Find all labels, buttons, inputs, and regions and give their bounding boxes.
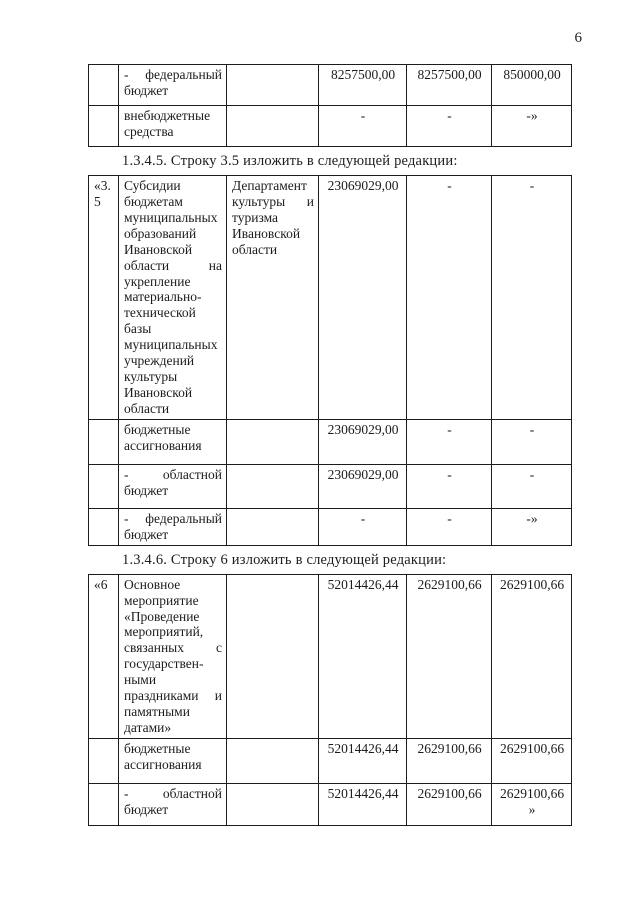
department-cell xyxy=(227,65,319,106)
amount-cell-1: - xyxy=(319,508,407,545)
amount-cell-1: 52014426,44 xyxy=(319,738,407,783)
amount-cell-3: 2629100,66» xyxy=(492,783,572,825)
table-row xyxy=(89,783,572,825)
table-row xyxy=(89,106,572,147)
table-row xyxy=(89,464,572,508)
amount-cell-1: - xyxy=(319,106,407,147)
amount-cell-3: 2629100,66 xyxy=(492,574,572,738)
amount-cell-3: - xyxy=(492,176,572,420)
row-number-cell xyxy=(89,65,119,106)
amount-cell-3: -» xyxy=(492,508,572,545)
label-cell: внебюджетные средства xyxy=(119,106,227,147)
label-cell: Субсидии бюджетам муниципальных образований Ивановской области на укрепление материально-технической базы муниципальных учреждений культуры Ивановской области xyxy=(119,176,227,420)
row-number-cell xyxy=(89,419,119,464)
department-cell xyxy=(227,738,319,783)
amount-cell-2: - xyxy=(407,464,492,508)
department-cell xyxy=(227,508,319,545)
label-cell: - федеральный бюджет xyxy=(119,65,227,106)
budget-table-row-6 xyxy=(88,574,572,826)
label-cell: Основное мероприятие «Проведение мероприятий, связанных с государствен-ными праздниками и памятными датами» xyxy=(119,574,227,738)
table-row xyxy=(89,176,572,420)
amount-cell-2: 2629100,66 xyxy=(407,574,492,738)
department-cell xyxy=(227,464,319,508)
label-cell: - областной бюджет xyxy=(119,464,227,508)
page-number: 6 xyxy=(574,30,582,46)
department-cell: Департамент культуры и туризма Ивановской области xyxy=(227,176,319,420)
table-row xyxy=(89,574,572,738)
amount-cell-2: - xyxy=(407,106,492,147)
department-cell xyxy=(227,419,319,464)
budget-table-fragment xyxy=(88,64,572,147)
amount-cell-3: - xyxy=(492,419,572,464)
amount-cell-2: - xyxy=(407,419,492,464)
section-heading-2: 1.3.4.6. Строку 6 изложить в следующей редакции: xyxy=(122,551,447,568)
amount-cell-1: 23069029,00 xyxy=(319,419,407,464)
amount-cell-2: - xyxy=(407,176,492,420)
label-cell: бюджетные ассигнования xyxy=(119,419,227,464)
budget-table-row-3-5 xyxy=(88,175,572,546)
section-heading-1: 1.3.4.5. Строку 3.5 изложить в следующей редакции: xyxy=(122,153,458,169)
amount-cell-3: 2629100,66 xyxy=(492,738,572,783)
row-number-cell xyxy=(89,738,119,783)
department-cell xyxy=(227,783,319,825)
label-cell: - областной бюджет xyxy=(119,783,227,825)
amount-cell-2: 2629100,66 xyxy=(407,738,492,783)
amount-cell-3: 850000,00 xyxy=(492,65,572,106)
row-number-cell xyxy=(89,508,119,545)
amount-cell-2: 8257500,00 xyxy=(407,65,492,106)
document-content xyxy=(88,64,571,826)
table-row xyxy=(89,508,572,545)
row-number-cell xyxy=(89,783,119,825)
row-number-cell: «3.5 xyxy=(89,176,119,420)
label-cell: - федеральный бюджет xyxy=(119,508,227,545)
table-row xyxy=(89,65,572,106)
amount-cell-3: - xyxy=(492,464,572,508)
amount-cell-2: 2629100,66 xyxy=(407,783,492,825)
amount-cell-2: - xyxy=(407,508,492,545)
amount-cell-1: 23069029,00 xyxy=(319,176,407,420)
department-cell xyxy=(227,106,319,147)
amount-cell-1: 8257500,00 xyxy=(319,65,407,106)
amount-cell-1: 52014426,44 xyxy=(319,783,407,825)
amount-cell-1: 23069029,00 xyxy=(319,464,407,508)
row-number-cell xyxy=(89,106,119,147)
amount-cell-3: -» xyxy=(492,106,572,147)
table-row xyxy=(89,419,572,464)
row-number-cell xyxy=(89,464,119,508)
table-row xyxy=(89,738,572,783)
department-cell xyxy=(227,574,319,738)
row-number-cell: «6 xyxy=(89,574,119,738)
label-cell: бюджетные ассигнования xyxy=(119,738,227,783)
amount-cell-1: 52014426,44 xyxy=(319,574,407,738)
